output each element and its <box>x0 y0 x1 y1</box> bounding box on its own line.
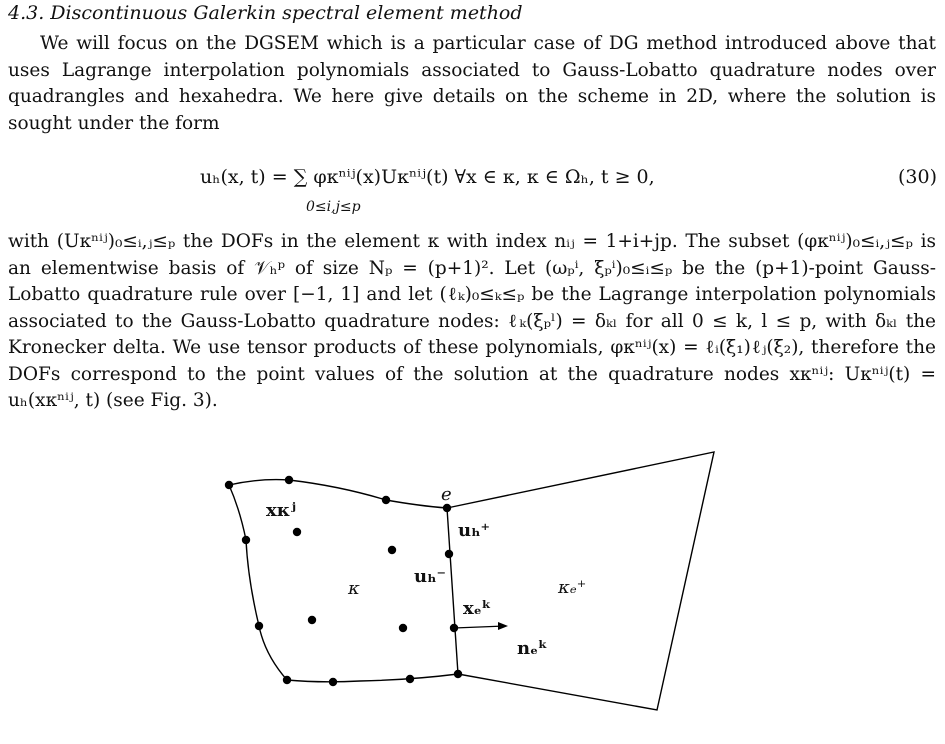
paragraph-dofs: with (Uκⁿⁱʲ)₀≤ᵢ,ⱼ≤ₚ the DOFs in the element κ with index nᵢⱼ = 1+i+jp. The subset (φκⁿⁱʲ)₀≤ᵢ,ⱼ≤ₚ is an elementwise basis of 𝒱ₕᵖ of size Nₚ = (p+1)². Let (ωₚⁱ, ξₚⁱ)₀≤ᵢ≤ₚ be the (p+1)-point Gauss-Lobatto quadrature rule over [−1, 1] and let (ℓₖ)₀≤ₖ≤ₚ be the Lagrange interpolation polynomials associated to the Gauss-Lobatto quadrature nodes: ℓₖ(ξₚˡ) = δₖₗ for all 0 ≤ k, l ≤ p, with δₖₗ the Kronecker delta. We use tensor products of these polynomials, φκⁿⁱʲ(x) = ℓᵢ(ξ₁)ℓⱼ(ξ₂), therefore the DOFs correspond to the point values of the solution at the quadrature nodes xκⁿⁱʲ: Uκⁿⁱʲ(t) = uₕ(xκⁿⁱʲ, t) (see Fig. 3). <box>8 231 936 411</box>
normal-arrow-head <box>498 622 508 630</box>
equation-body: uₕ(x, t) = ∑ φκⁿⁱʲ(x)Uκⁿⁱʲ(t) ∀x ∈ κ, κ ∈ Ωₕ, t ≥ 0, <box>200 166 655 188</box>
equation-30 <box>0 166 945 224</box>
label-node-x-kappa-j: xκʲ <box>266 500 296 521</box>
paragraph-intro: We will focus on the DGSEM which is a particular case of DG method introduced above that uses Lagrange interpolation polynomials associated to Gauss-Lobatto quadrature nodes over quadrangles and hexahedra. We here give details on the scheme in 2D, where the solution is sought under the form <box>8 33 936 134</box>
quadrature-node <box>285 476 293 484</box>
normal-arrow-line <box>454 626 505 628</box>
quadrature-node <box>406 675 414 683</box>
quadrature-node <box>399 624 407 632</box>
label-n-e-k: nₑᵏ <box>517 638 548 659</box>
quadrature-node <box>443 504 451 512</box>
quadrature-node <box>445 550 453 558</box>
figure-element-mesh <box>0 440 945 740</box>
quadrature-node <box>283 676 291 684</box>
quadrature-node <box>450 624 458 632</box>
quadrature-node <box>255 622 263 630</box>
quadrature-node <box>454 670 462 678</box>
label-u-plus: uₕ⁺ <box>458 520 490 541</box>
quadrature-node <box>329 678 337 686</box>
quadrature-node <box>308 616 316 624</box>
label-edge-e: e <box>441 484 452 505</box>
quadrature-node <box>388 546 396 554</box>
section-title: 4.3. Discontinuous Galerkin spectral element method <box>8 2 523 24</box>
equation-number: (30) <box>897 166 937 188</box>
quadrature-node <box>242 536 250 544</box>
quadrature-node <box>382 496 390 504</box>
label-kappa-e-plus: κₑ⁺ <box>558 577 587 598</box>
label-u-minus: uₕ⁻ <box>414 566 446 587</box>
quadrature-node <box>293 528 301 536</box>
mesh-diagram <box>0 440 945 740</box>
label-kappa: κ <box>348 578 360 599</box>
equation-sum-range: 0≤i,j≤p <box>306 199 361 215</box>
quadrature-node <box>225 481 233 489</box>
label-x-e-k: xₑᵏ <box>463 598 492 619</box>
